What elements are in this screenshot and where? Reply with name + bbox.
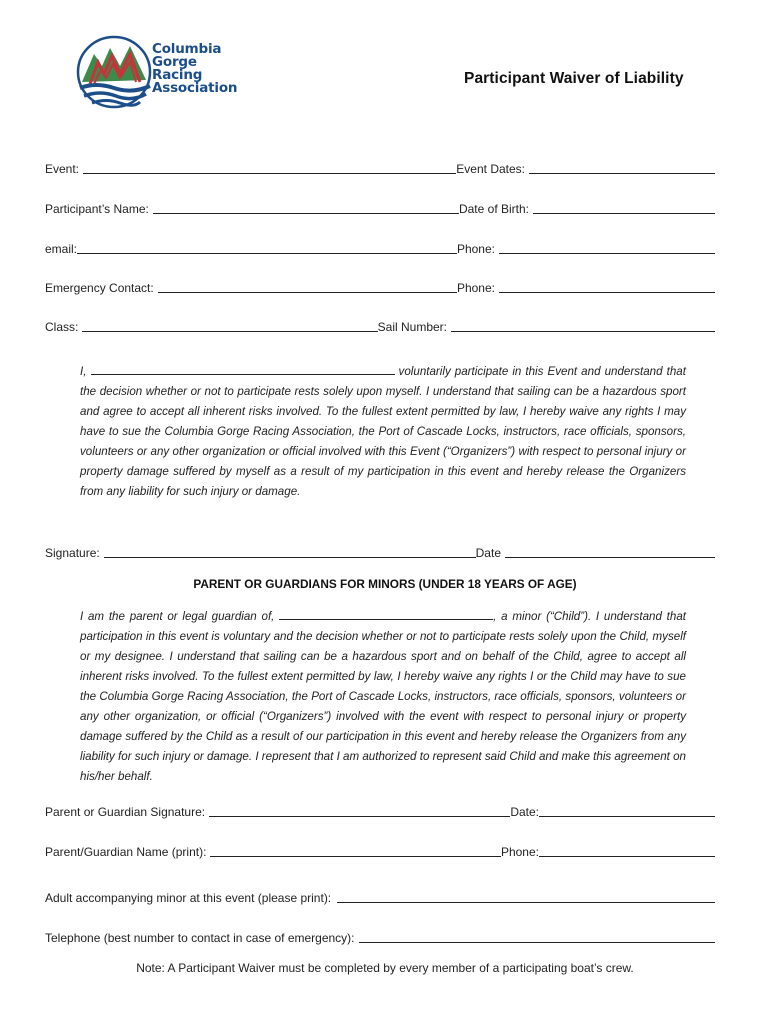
adult-label: Adult accompanying minor at this event (please print):: [45, 891, 332, 905]
minors-start: I am the parent or legal guardian of,: [80, 610, 275, 623]
email-label: email:: [45, 242, 78, 256]
emergency-contact-field[interactable]: [158, 280, 457, 293]
waiver-text: voluntarily participate in this Event and understand that the decision whether or not to participate rests solely upon myself. I understand that sailing can be a hazardous sport and agree to accept all inherent risks involved. To the fullest extent permitted by law, I hereby waive any rights I may have to sue the Columbia Gorge Racing Association, the Port of Cascade Locks, instructors, race officials, sponsors, volunteers or any other organization or official involved with this Event (“Organizers”) with respect to personal injury or property damage suffered by myself as a result of my participation in this event and hereby release the Organizers from any liability for such injury or damage.: [80, 365, 686, 498]
event-field[interactable]: [83, 161, 456, 174]
sail-number-label: Sail Number:: [377, 320, 447, 334]
child-name-field[interactable]: [279, 608, 493, 620]
participant-name-field[interactable]: [153, 201, 459, 214]
waiver-name-field[interactable]: [91, 363, 395, 375]
event-dates-label: Event Dates:: [456, 162, 525, 176]
guardian-signature-label: Parent or Guardian Signature:: [45, 805, 206, 819]
adult-field[interactable]: [337, 890, 715, 903]
email-field[interactable]: [77, 241, 457, 254]
cgra-logo: [76, 32, 266, 112]
guardian-name-row: [45, 841, 715, 859]
emergency-phone-field[interactable]: [499, 280, 715, 293]
date-of-birth-label: Date of Birth:: [458, 202, 529, 216]
logo-wordmark: [152, 43, 237, 95]
signature-row: [45, 542, 715, 560]
email-row: [45, 238, 715, 256]
event-dates-field[interactable]: [529, 161, 715, 174]
class-row: [45, 316, 715, 334]
logo-line-4: Association: [152, 80, 238, 96]
guardian-phone-field[interactable]: [539, 844, 715, 857]
waiver-start: I,: [80, 365, 87, 378]
participant-name-label: Participant’s Name:: [45, 202, 149, 216]
participant-row: [45, 198, 715, 216]
minors-heading: PARENT OR GUARDIANS FOR MINORS (UNDER 18 YEARS OF AGE): [193, 577, 577, 591]
minors-text: , a minor (“Child”). I understand that participation in this event is voluntary and the decision whether or not to participate rests solely upon the Child, myself or my designee. I understand that sailing can be a hazardous sport and on behalf of the Child, agree to accept all inherent risks involved. To the fullest extent permitted by law, I hereby waive any rights I or the Child may have to sue the Columbia Gorge Racing Association, the Port of Cascade Locks, instructors, race officials, sponsors, volunteers or any other organization, or official (“Organizers”) involved with the event with respect to personal injury or property damage suffered by the Child as a result of our participation in this event and hereby release the Organizers from any liability for such injury or damage. I represent that I am authorized to represent said Child and make this agreement on his/her behalf.: [80, 610, 686, 783]
class-field[interactable]: [82, 319, 377, 332]
signature-label: Signature:: [45, 546, 100, 560]
guardian-name-field[interactable]: [210, 844, 501, 857]
guardian-signature-field[interactable]: [209, 804, 510, 817]
guardian-name-label: Parent/Guardian Name (print):: [45, 845, 207, 859]
waiver-paragraph: [80, 362, 686, 502]
minors-paragraph: [80, 607, 686, 787]
emergency-row: [45, 277, 715, 295]
guardian-signature-row: [45, 801, 715, 819]
guardian-phone-label: Phone:: [500, 845, 539, 859]
phone-field[interactable]: [499, 241, 715, 254]
date-of-birth-field[interactable]: [533, 201, 715, 214]
emergency-contact-label: Emergency Contact:: [45, 281, 154, 295]
telephone-label: Telephone (best number to contact in case of emergency):: [45, 931, 355, 945]
logo-line-3: Racing: [152, 67, 203, 83]
page-title: Participant Waiver of Liability: [464, 70, 684, 87]
crew-note: Note: A Participant Waiver must be completed by every member of a participating boat’s crew.: [136, 961, 634, 975]
telephone-row: [45, 927, 715, 945]
mountain-logo-icon: [76, 32, 156, 112]
event-row: [45, 158, 715, 176]
signature-date-label: Date: [475, 546, 501, 560]
emergency-phone-label: Phone:: [456, 281, 495, 295]
signature-field[interactable]: [104, 545, 476, 558]
logo-line-1: Columbia: [152, 41, 222, 57]
event-label: Event:: [45, 162, 80, 176]
sail-number-field[interactable]: [451, 319, 715, 332]
class-label: Class:: [45, 320, 79, 334]
phone-label: Phone:: [456, 242, 495, 256]
logo-line-2: Gorge: [152, 54, 197, 70]
signature-date-field[interactable]: [505, 545, 715, 558]
guardian-date-field[interactable]: [539, 804, 715, 817]
adult-row: [45, 887, 715, 905]
guardian-date-label: Date:: [510, 805, 539, 819]
telephone-field[interactable]: [359, 930, 715, 943]
